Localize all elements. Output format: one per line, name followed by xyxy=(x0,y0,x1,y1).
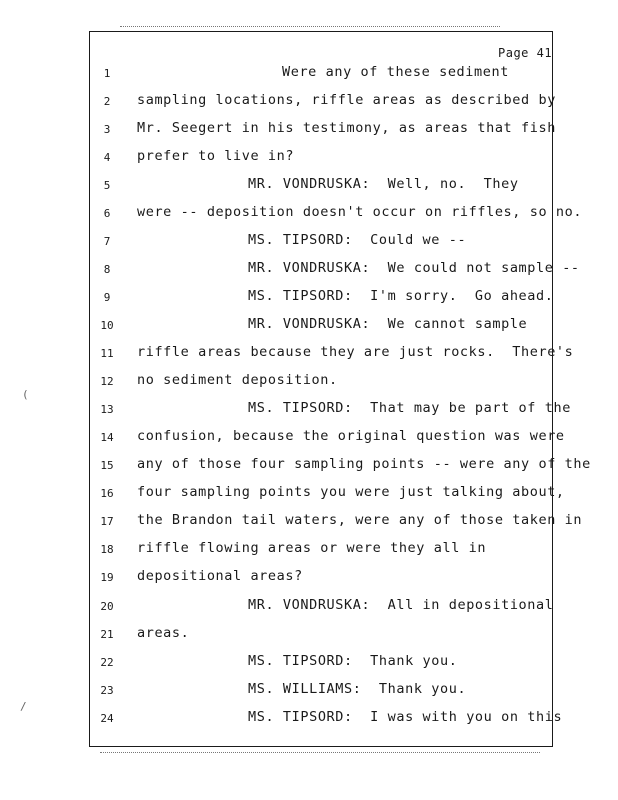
line-text: Mr. Seegert in his testimony, as areas that fish xyxy=(137,120,556,136)
line-number: 4 xyxy=(103,151,111,164)
line-text: riffle areas because they are just rocks. There's xyxy=(137,344,574,360)
line-text: were -- deposition doesn't occur on riffles, so no. xyxy=(137,204,583,220)
line-text: MR. VONDRUSKA: We could not sample -- xyxy=(248,260,580,276)
transcript-line-10 xyxy=(0,316,618,336)
line-text: depositional areas? xyxy=(137,568,303,584)
line-number: 20 xyxy=(100,600,114,613)
line-text: four sampling points you were just talking about, xyxy=(137,484,565,500)
transcript-line-16 xyxy=(0,484,618,504)
line-number: 16 xyxy=(100,487,114,500)
line-text: MR. VONDRUSKA: Well, no. They xyxy=(248,176,519,192)
line-number: 6 xyxy=(103,207,111,220)
line-text: any of those four sampling points -- were any of the xyxy=(137,456,591,472)
margin-mark-left-low: / xyxy=(20,700,27,713)
transcript-line-12 xyxy=(0,372,618,392)
line-text: MS. TIPSORD: I was with you on this xyxy=(248,709,563,725)
transcript-line-7 xyxy=(0,232,618,252)
bottom-scan-artifact xyxy=(100,752,540,755)
line-text: MS. TIPSORD: Could we -- xyxy=(248,232,467,248)
transcript-line-13 xyxy=(0,400,618,420)
line-number: 21 xyxy=(100,628,114,641)
transcript-line-19 xyxy=(0,568,618,588)
line-text: the Brandon tail waters, were any of those taken in xyxy=(137,512,583,528)
margin-mark-left-mid: ( xyxy=(22,388,29,401)
line-number: 12 xyxy=(100,375,114,388)
line-text: MS. WILLIAMS: Thank you. xyxy=(248,681,467,697)
transcript-line-2 xyxy=(0,92,618,112)
transcript-line-22 xyxy=(0,653,618,673)
transcript-line-24 xyxy=(0,709,618,729)
line-number: 10 xyxy=(100,319,114,332)
top-scan-artifact xyxy=(120,26,500,29)
transcript-line-17 xyxy=(0,512,618,532)
line-number: 24 xyxy=(100,712,114,725)
line-number: 9 xyxy=(103,291,111,304)
transcript-line-14 xyxy=(0,428,618,448)
transcript-line-23 xyxy=(0,681,618,701)
page-number: Page 41 xyxy=(498,46,553,60)
line-text: areas. xyxy=(137,625,190,641)
line-number: 3 xyxy=(103,123,111,136)
line-number: 2 xyxy=(103,95,111,108)
transcript-line-9 xyxy=(0,288,618,308)
line-text: MR. VONDRUSKA: We cannot sample xyxy=(248,316,528,332)
line-number: 1 xyxy=(103,67,111,80)
line-number: 14 xyxy=(100,431,114,444)
line-number: 11 xyxy=(100,347,114,360)
line-number: 18 xyxy=(100,543,114,556)
transcript-line-8 xyxy=(0,260,618,280)
line-text: riffle flowing areas or were they all in xyxy=(137,540,487,556)
transcript-line-11 xyxy=(0,344,618,364)
line-text: MR. VONDRUSKA: All in depositional xyxy=(248,597,554,613)
transcript-line-3 xyxy=(0,120,618,140)
transcript-line-1 xyxy=(0,64,618,84)
transcript-line-15 xyxy=(0,456,618,476)
line-number: 5 xyxy=(103,179,111,192)
line-text: MS. TIPSORD: That may be part of the xyxy=(248,400,571,416)
transcript-line-4 xyxy=(0,148,618,168)
line-number: 19 xyxy=(100,571,114,584)
line-text: MS. TIPSORD: I'm sorry. Go ahead. xyxy=(248,288,554,304)
line-text: MS. TIPSORD: Thank you. xyxy=(248,653,458,669)
line-text: no sediment deposition. xyxy=(137,372,338,388)
line-number: 7 xyxy=(103,235,111,248)
line-number: 15 xyxy=(100,459,114,472)
line-text: prefer to live in? xyxy=(137,148,295,164)
line-number: 8 xyxy=(103,263,111,276)
transcript-line-21 xyxy=(0,625,618,645)
transcript-line-18 xyxy=(0,540,618,560)
line-number: 23 xyxy=(100,684,114,697)
line-number: 22 xyxy=(100,656,114,669)
line-text: Were any of these sediment xyxy=(282,64,509,80)
transcript-line-20 xyxy=(0,597,618,617)
line-number: 17 xyxy=(100,515,114,528)
line-number: 13 xyxy=(100,403,114,416)
transcript-line-5 xyxy=(0,176,618,196)
line-text: confusion, because the original question was were xyxy=(137,428,565,444)
transcript-line-6 xyxy=(0,204,618,224)
line-text: sampling locations, riffle areas as described by xyxy=(137,92,556,108)
